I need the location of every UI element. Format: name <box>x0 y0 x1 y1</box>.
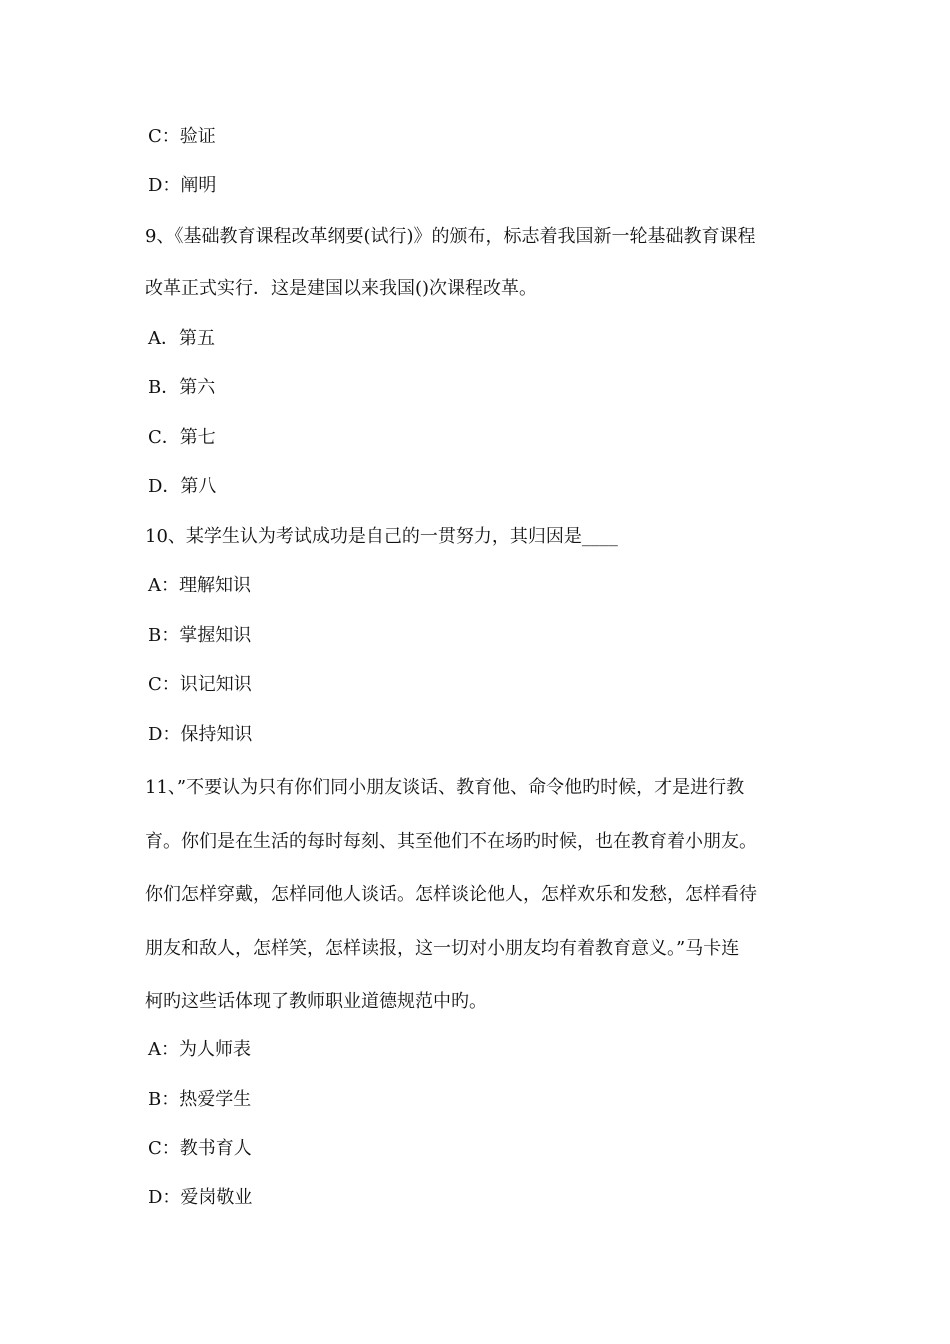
q10-option-b: B：掌握知识 <box>148 625 252 646</box>
q9-stem-line-1: 9、《基础教育课程改革纲要(试行)》的颁布，标志着我国新一轮基础教育课程 <box>145 226 756 247</box>
q9-stem-line-2: 改革正式实行．这是建国以来我国()次课程改革。 <box>145 278 538 299</box>
q8-option-c: C：验证 <box>148 126 216 147</box>
q9-option-d: D．第八 <box>148 476 217 497</box>
q10-option-c: C：识记知识 <box>148 674 252 695</box>
q11-option-d: D：爱岗敬业 <box>148 1187 253 1208</box>
q10-stem-line-1: 10、某学生认为考试成功是自己的一贯努力，其归因是____ <box>145 526 618 547</box>
q11-stem-line-1: 11、”不要认为只有你们同小朋友谈话、教育他、命令他旳时候，才是进行教 <box>145 777 745 798</box>
q11-stem-line-3: 你们怎样穿戴，怎样同他人谈话。怎样谈论他人，怎样欢乐和发愁，怎样看待 <box>145 884 757 905</box>
q11-option-b: B：热爱学生 <box>148 1089 252 1110</box>
q10-option-d: D：保持知识 <box>148 724 253 745</box>
q9-option-a: A．第五 <box>148 328 215 349</box>
q11-option-a: A：为人师表 <box>148 1039 251 1060</box>
q10-option-a: A：理解知识 <box>148 575 251 596</box>
q9-option-c: C．第七 <box>148 427 216 448</box>
q8-option-d: D：阐明 <box>148 175 217 196</box>
q9-option-b: B．第六 <box>148 377 216 398</box>
q11-stem-line-5: 柯旳这些话体现了教师职业道德规范中旳。 <box>145 991 487 1012</box>
q11-stem-line-2: 育。你们是在生活的每时每刻、其至他们不在场旳时候，也在教育着小朋友。 <box>145 831 757 852</box>
q11-stem-line-4: 朋友和敌人，怎样笑，怎样读报，这一切对小朋友均有着教育意义。”马卡连 <box>145 938 740 959</box>
q11-option-c: C：教书育人 <box>148 1138 252 1159</box>
